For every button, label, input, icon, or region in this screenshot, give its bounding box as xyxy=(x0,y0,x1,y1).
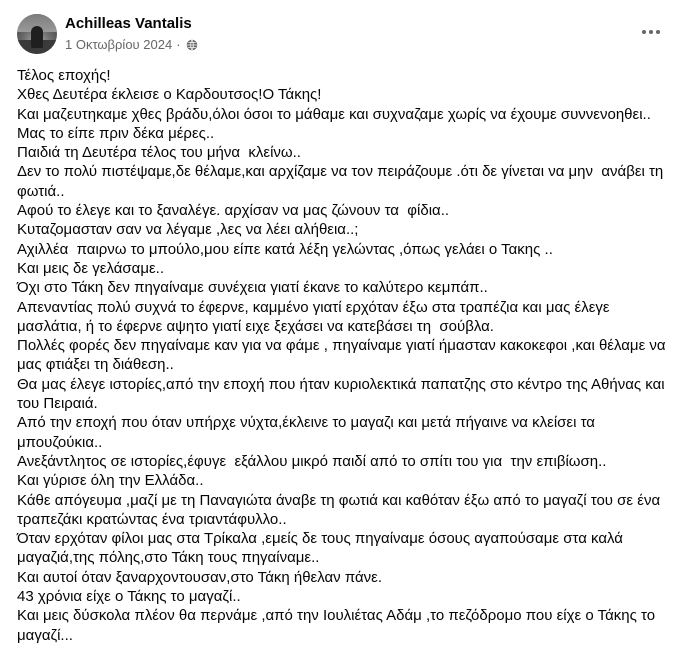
post-text-line: Δεν το πολύ πιστέψαμε,δε θέλαμε,και αρχίζαμε να τον πειράζουμε .ότι δε γίνεται να μην ανάβει τη φωτιά.. xyxy=(17,163,668,200)
post-body xyxy=(17,66,677,645)
post-text-line: Ανεξάντλητος σε ιστορίες,έφυγε εξάλλου μικρό παιδί από το σπίτι του για την επιβίωση.. xyxy=(17,452,607,470)
post-date[interactable]: 1 Οκτωβρίου 2024 xyxy=(65,37,173,52)
post-header xyxy=(17,14,667,58)
more-horizontal-icon-dot xyxy=(649,30,653,34)
post-text-line: Και γύρισε όλη την Ελλάδα.. xyxy=(17,472,204,490)
avatar[interactable] xyxy=(17,14,57,54)
post-text-line: Τέλος εποχής! xyxy=(17,67,111,84)
post-text-line: Πολλές φορές δεν πηγαίναμε καν για να φάμε , πηγαίναμε γιατί ήμασταν κακοκεφοι ,και θέλαμε να μας φτιάξει τη διάθεση.. xyxy=(17,337,670,374)
post-text-line: Χθες Δευτέρα έκλεισε ο Καρδουτσος!Ο Τάκης! xyxy=(17,86,322,104)
more-horizontal-icon-dot xyxy=(656,30,660,34)
post-text-line: Αχιλλέα παιρνω το μπούλο,μου είπε κατά λέξη γελώντας ,όπως γελάει ο Τακης .. xyxy=(17,240,553,258)
post-text-line: Απεναντίας πολύ συχνά το έφερνε, καμμένο γιατί ερχόταν έξω στα τραπέζια και μας έλεγε μασλάτια, ή το έφερνε αψητο γιατί ειχε ξεχάσει να κατεβάσει τη σούβλα. xyxy=(17,298,614,335)
post-text-line: Κάθε απόγευμα ,μαζί με τη Παναγιώτα άναβε τη φωτιά και καθόταν έξω από το μαγαζί του σε ένα τραπεζάκι κρατώντας ένα τριαντάφυλλο.. xyxy=(17,491,665,528)
avatar-figure xyxy=(31,26,43,48)
meta-separator: · xyxy=(176,37,181,52)
globe-icon[interactable] xyxy=(186,39,198,51)
post-text-line: Και μεις δύσκολα πλέον θα περνάμε ,από την Ιουλιέτας Αδάμ ,το πεζόδρομο που είχε ο Τάκης το μαγαζί... xyxy=(17,607,660,644)
post-text-line: Μας το είπε πριν δέκα μέρες.. xyxy=(17,124,215,142)
post-text-line: Παιδιά τη Δευτέρα τέλος του μήνα κλείνω.. xyxy=(17,144,301,162)
post-text-line: Αφού το έλεγε και το ξαναλέγε. αρχίσαν να μας ζώνουν τα φίδια.. xyxy=(17,202,450,220)
post-text-line: 43 χρόνια είχε ο Τάκης το μαγαζί.. xyxy=(17,588,241,606)
post-text-line: Όχι στο Τάκη δεν πηγαίναμε συνέχεια γιατί έκανε το καλύτερο κεμπάπ.. xyxy=(17,279,488,297)
post-text-line: Και μεις δε γελάσαμε.. xyxy=(17,259,164,277)
post-text-line: Θα μας έλεγε ιστορίες,από την εποχή που ήταν κυριολεκτικά παπατζης στο κέντρο της Αθήνας και του Πειραιά. xyxy=(17,375,669,413)
post-text-line: Όταν ερχόταν φίλοι μας στα Τρίκαλα ,εμείς δε τους πηγαίναμε όσους αγαπούσαμε στα καλά μαγαζιά,της πόλης,στο Τάκη τους πηγαίναμε.. xyxy=(17,530,628,567)
post-text-line: Από την εποχή που όταν υπήρχε νύχτα,έκλεινε το μαγαζι και μετά πήγαινε να κλείσει τα μπουζούκια.. xyxy=(17,414,600,451)
post-text-line: Και αυτοί όταν ξαναρχοντουσαν,στο Τάκη ήθελαν πάνε. xyxy=(17,568,383,586)
more-horizontal-icon-dot xyxy=(642,30,646,34)
post-text-line: Κυταζομασταν σαν να λέγαμε ,λες να λέει αλήθεια..; xyxy=(17,221,359,239)
author-name[interactable]: Achilleas Vantalis xyxy=(65,15,192,32)
more-options-button[interactable] xyxy=(635,20,667,44)
post-text-line: Και μαζευτηκαμε χθες βράδυ,όλοι όσοι το μάθαμε και συχναζαμε χωρίς να έχουμε συννενοηθει.. xyxy=(17,105,651,123)
post-meta xyxy=(65,37,198,52)
